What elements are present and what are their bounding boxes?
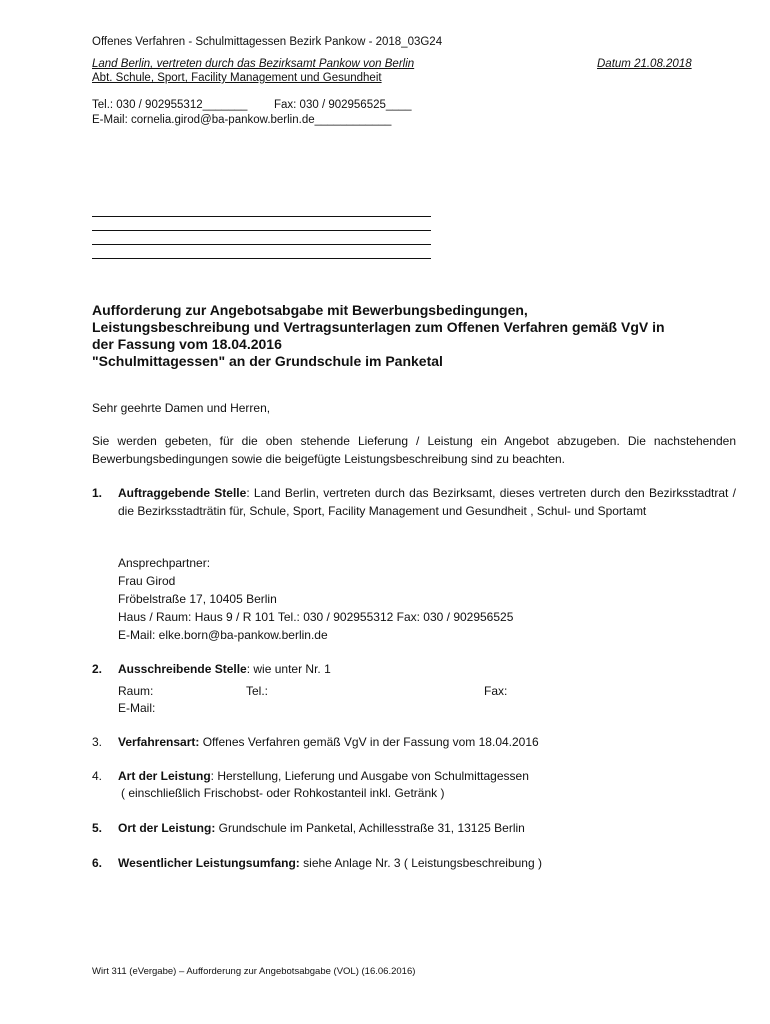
address-line xyxy=(92,258,431,259)
document-date: Datum 21.08.2018 xyxy=(597,58,692,70)
authority-line-2: Abt. Schule, Sport, Facility Management und Gesundheit xyxy=(92,72,382,84)
intro-paragraph: Sie werden gebeten, für die oben stehende Lieferung / Leistung ein Angebot abzugeben. Die nachstehenden Bewerbungsbedingungen sowie die beigefügte Leistungsbeschreibung sind zu beachten. xyxy=(92,434,736,466)
section-6-line xyxy=(118,856,542,870)
address-line xyxy=(92,244,431,245)
section-5-heading: Ort der Leistung: xyxy=(118,821,216,835)
contact-email: E-Mail: elke.born@ba-pankow.berlin.de xyxy=(118,628,328,642)
section-4-heading: Art der Leistung xyxy=(118,769,211,783)
section-5-number: 5. xyxy=(92,821,103,835)
section-4-text: : Herstellung, Lieferung und Ausgabe von Schulmittagessen xyxy=(210,769,529,783)
section-2-heading: Ausschreibende Stelle xyxy=(118,662,247,676)
section-5-text: Grundschule im Panketal, Achillesstraße 31, 13125 Berlin xyxy=(215,821,525,835)
authority-line-1: Land Berlin, vertreten durch das Bezirksamt Pankow von Berlin xyxy=(92,58,415,70)
section-1-heading: Auftraggebende Stelle xyxy=(118,486,247,500)
section-2-raum: Raum: xyxy=(118,684,154,698)
address-line xyxy=(92,230,431,231)
section-2-email: E-Mail: xyxy=(118,701,156,715)
section-2-tel: Tel.: xyxy=(246,684,269,698)
section-1-number: 1. xyxy=(92,486,103,500)
header-fax: Fax: 030 / 902956525____ xyxy=(274,99,412,111)
section-1-text: : Land Berlin, vertreten durch das Bezirksamt, dieses vertreten durch den Bezirksstadtrat / die Bezirksstadträtin für, Schule, Sport, Facility Management und Gesundheit , Schul- und Sportamt xyxy=(118,486,736,518)
section-3-line xyxy=(118,735,539,749)
section-3-number: 3. xyxy=(92,735,103,749)
header-email: E-Mail: cornelia.girod@ba-pankow.berlin.de____________ xyxy=(92,114,392,126)
section-2-text: : wie unter Nr. 1 xyxy=(246,662,331,676)
section-1-body xyxy=(118,484,736,520)
section-2-line xyxy=(118,662,331,676)
section-4-text-2: ( einschließlich Frischobst- oder Rohkostanteil inkl. Getränk ) xyxy=(121,786,445,800)
section-6-number: 6. xyxy=(92,856,103,870)
section-4-line xyxy=(118,769,529,783)
section-2-number: 2. xyxy=(92,662,103,676)
page-footer: Wirt 311 (eVergabe) – Aufforderung zur Angebotsabgabe (VOL) (16.06.2016) xyxy=(92,966,416,977)
contact-label: Ansprechpartner: xyxy=(118,556,211,570)
section-4-number: 4. xyxy=(92,769,103,783)
title-line-2: Leistungsbeschreibung und Vertragsunterlagen zum Offenen Verfahren gemäß VgV in xyxy=(92,319,665,335)
section-2-fax: Fax: xyxy=(484,684,508,698)
contact-room: Haus / Raum: Haus 9 / R 101 Tel.: 030 / 902955312 Fax: 030 / 902956525 xyxy=(118,610,514,624)
salutation: Sehr geehrte Damen und Herren, xyxy=(92,401,271,415)
section-6-text: siehe Anlage Nr. 3 ( Leistungsbeschreibung ) xyxy=(299,856,542,870)
section-5-line xyxy=(118,821,525,835)
title-line-4: "Schulmittagessen" an der Grundschule im Panketal xyxy=(92,353,443,369)
section-6-heading: Wesentlicher Leistungsumfang: xyxy=(118,856,300,870)
section-3-text: Offenes Verfahren gemäß VgV in der Fassung vom 18.04.2016 xyxy=(199,735,539,749)
section-3-heading: Verfahrensart: xyxy=(118,735,200,749)
header-tel: Tel.: 030 / 902955312_______ xyxy=(92,99,248,111)
title-line-1: Aufforderung zur Angebotsabgabe mit Bewerbungsbedingungen, xyxy=(92,302,528,318)
document-reference: Offenes Verfahren - Schulmittagessen Bezirk Pankow - 2018_03G24 xyxy=(92,36,443,48)
address-line xyxy=(92,216,431,217)
title-line-3: der Fassung vom 18.04.2016 xyxy=(92,336,282,352)
contact-name: Frau Girod xyxy=(118,574,176,588)
contact-address: Fröbelstraße 17, 10405 Berlin xyxy=(118,592,277,606)
